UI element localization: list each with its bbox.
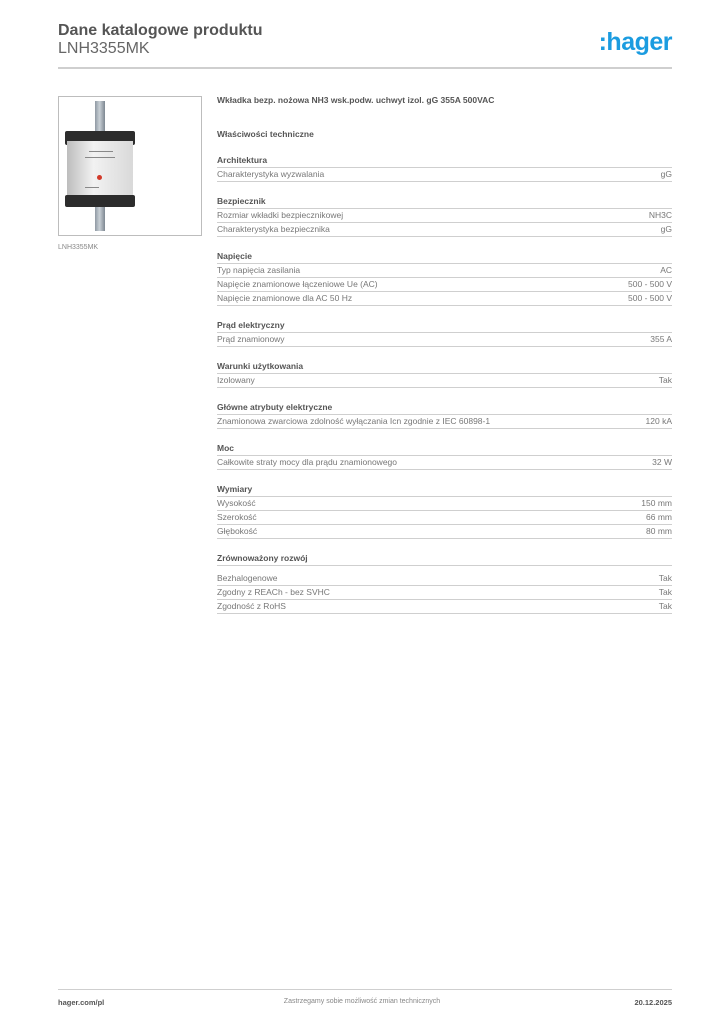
spec-label: Znamionowa zwarciowa zdolność wyłączania Icn zgodnie z IEC 60898-1 bbox=[217, 416, 491, 426]
spec-value: NH3C bbox=[648, 210, 672, 220]
group-title: Warunki użytkowania bbox=[217, 361, 672, 374]
spec-value: Tak bbox=[658, 573, 672, 583]
spec-row bbox=[217, 168, 672, 182]
spec-group-bezpiecznik bbox=[217, 196, 672, 237]
spec-row bbox=[217, 415, 672, 429]
product-code: LNH3355MK bbox=[58, 40, 150, 57]
spec-label: Całkowite straty mocy dla prądu znamionowego bbox=[217, 457, 398, 467]
spec-group-prad bbox=[217, 320, 672, 347]
spec-value: 32 W bbox=[652, 457, 672, 467]
spec-row bbox=[217, 586, 672, 600]
group-title: Główne atrybuty elektryczne bbox=[217, 402, 672, 415]
fuse-label-line bbox=[89, 151, 113, 152]
spec-label: Izolowany bbox=[217, 375, 255, 385]
spec-row bbox=[217, 456, 672, 470]
spec-row bbox=[217, 278, 672, 292]
page-header bbox=[58, 22, 672, 58]
footer-divider bbox=[58, 989, 672, 990]
spec-value: gG bbox=[660, 169, 672, 179]
spec-value: 150 mm bbox=[641, 498, 672, 508]
spec-row bbox=[217, 374, 672, 388]
spec-value: AC bbox=[660, 265, 672, 275]
hager-logo: :hager bbox=[598, 28, 672, 56]
group-title: Bezpiecznik bbox=[217, 196, 672, 209]
spec-row bbox=[217, 264, 672, 278]
spec-label: Prąd znamionowy bbox=[217, 334, 285, 344]
spec-label: Charakterystyka wyzwalania bbox=[217, 169, 325, 179]
spec-row bbox=[217, 525, 672, 539]
spec-label: Napięcie znamionowe dla AC 50 Hz bbox=[217, 293, 353, 303]
header-divider bbox=[58, 67, 672, 69]
spec-group-atrybuty bbox=[217, 402, 672, 429]
spec-group-napiecie bbox=[217, 251, 672, 306]
spec-value: 355 A bbox=[650, 334, 672, 344]
spec-label: Szerokość bbox=[217, 512, 257, 522]
spec-label: Głębokość bbox=[217, 526, 258, 536]
section-heading: Właściwości techniczne bbox=[217, 129, 314, 139]
page-title: Dane katalogowe produktu bbox=[58, 22, 263, 39]
spec-label: Charakterystyka bezpiecznika bbox=[217, 224, 330, 234]
spec-group-wymiary bbox=[217, 484, 672, 539]
spec-row bbox=[217, 511, 672, 525]
group-title: Moc bbox=[217, 443, 672, 456]
spec-value: Tak bbox=[658, 587, 672, 597]
spec-value: gG bbox=[660, 224, 672, 234]
fuse-label-line bbox=[85, 187, 99, 188]
spec-row bbox=[217, 333, 672, 347]
fuse-label-line bbox=[85, 157, 115, 158]
spec-value: Tak bbox=[658, 375, 672, 385]
spec-row bbox=[217, 223, 672, 237]
group-title: Architektura bbox=[217, 155, 672, 168]
spec-row bbox=[217, 209, 672, 223]
spec-value: 80 mm bbox=[646, 526, 672, 536]
group-title: Zrównoważony rozwój bbox=[217, 553, 672, 566]
spec-row bbox=[217, 572, 672, 586]
spec-row bbox=[217, 497, 672, 511]
spec-label: Zgodny z REACh - bez SVHC bbox=[217, 587, 330, 597]
spec-label: Typ napięcia zasilania bbox=[217, 265, 301, 275]
spec-value: 120 kA bbox=[645, 416, 672, 426]
spec-group-architektura bbox=[217, 155, 672, 182]
fuse-bottom-cap bbox=[65, 195, 135, 207]
spec-label: Zgodność z RoHS bbox=[217, 601, 286, 611]
spec-group-moc bbox=[217, 443, 672, 470]
product-description: Wkładka bezp. nożowa NH3 wsk.podw. uchwyt izol. gG 355A 500VAC bbox=[217, 95, 495, 105]
fuse-indicator-icon bbox=[97, 175, 102, 180]
spec-group-warunki bbox=[217, 361, 672, 388]
spec-row bbox=[217, 600, 672, 614]
spec-row bbox=[217, 292, 672, 306]
footer-notice: Zastrzegamy sobie możliwość zmian technicznych bbox=[283, 998, 441, 1005]
image-caption: LNH3355MK bbox=[58, 244, 99, 251]
spec-label: Rozmiar wkładki bezpiecznikowej bbox=[217, 210, 344, 220]
spec-group-zrownowazony bbox=[217, 553, 672, 614]
spec-label: Bezhalogenowe bbox=[217, 573, 278, 583]
spec-value: 500 - 500 V bbox=[628, 293, 672, 303]
fuse-body bbox=[67, 141, 133, 199]
group-title: Prąd elektryczny bbox=[217, 320, 672, 333]
product-image bbox=[58, 96, 202, 236]
footer-website-link[interactable]: hager.com/pl bbox=[58, 998, 105, 1007]
spec-label: Napięcie znamionowe łączeniowe Ue (AC) bbox=[217, 279, 378, 289]
group-title: Napięcie bbox=[217, 251, 672, 264]
group-title: Wymiary bbox=[217, 484, 672, 497]
footer-date: 20.12.2025 bbox=[634, 998, 672, 1007]
spec-label: Wysokość bbox=[217, 498, 256, 508]
spec-value: Tak bbox=[658, 601, 672, 611]
spec-content bbox=[217, 95, 672, 614]
spec-value: 500 - 500 V bbox=[628, 279, 672, 289]
spec-value: 66 mm bbox=[646, 512, 672, 522]
